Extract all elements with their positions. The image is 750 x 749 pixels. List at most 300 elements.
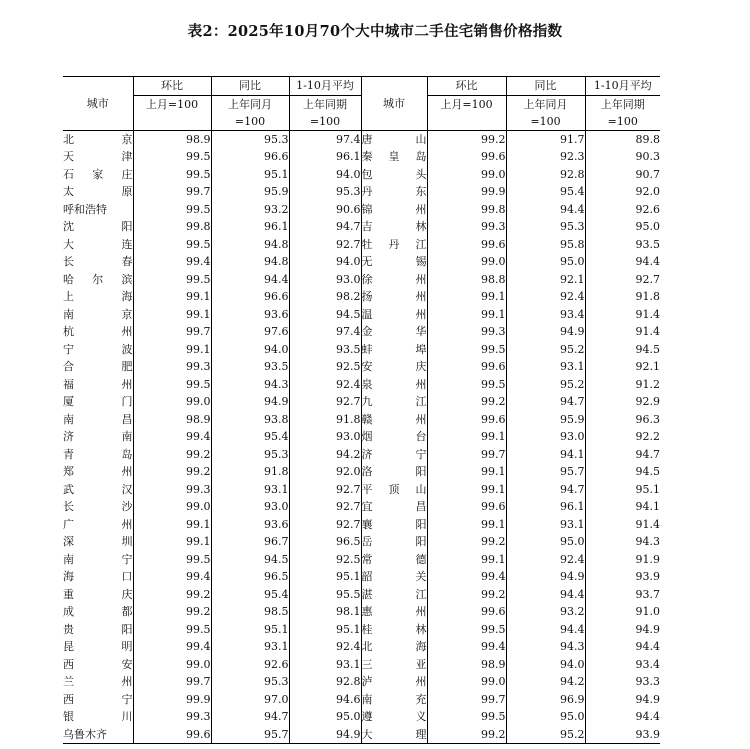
left-city-cell [63,708,133,726]
left-city-cell [63,236,133,254]
city-name: 丹 东 [361,185,427,199]
left-city-cell [63,183,133,201]
city-name: 大 理 [361,727,427,741]
left-avg-value: 92.5 [289,551,361,569]
city-name: 郑 州 [63,465,133,479]
left-mom-value: 99.2 [133,463,211,481]
left-yoy-value: 96.5 [211,568,289,586]
table-row [63,463,660,481]
left-city-cell [63,603,133,621]
right-city-cell [361,726,427,744]
right-avg-value: 91.4 [635,517,660,531]
left-avg-value: 94.6 [289,691,361,709]
right-city-cell [361,236,427,254]
right-city-cell [361,446,427,464]
table-row [63,586,660,604]
left-city-cell [63,446,133,464]
right-yoy-value: 94.3 [506,638,585,656]
left-yoy-value: 94.5 [211,551,289,569]
city-name: 杭 州 [63,325,133,339]
right-city-cell [361,341,427,359]
city-name: 深 圳 [63,535,133,549]
left-yoy-value: 95.4 [211,586,289,604]
header-yoy-left: 同比 [211,77,289,96]
right-mom-value: 99.5 [427,341,506,359]
city-name: 扬 州 [361,290,427,304]
right-avg-value: 93.9 [635,570,660,584]
city-name: 大 连 [63,237,133,251]
city-name: 唐 山 [361,132,427,146]
city-name: 济 宁 [361,447,427,461]
left-yoy-value: 94.8 [211,236,289,254]
left-avg-value: 95.5 [289,586,361,604]
table-row [63,481,660,499]
left-mom-value: 99.1 [133,516,211,534]
table-row [63,708,660,726]
right-city-cell [361,481,427,499]
table-row [63,691,660,709]
left-avg-value: 93.5 [289,341,361,359]
city-name: 安 庆 [361,360,427,374]
right-mom-value: 99.1 [427,481,506,499]
table-row [63,428,660,446]
right-avg-value: 94.4 [635,255,660,269]
city-name: 成 都 [63,605,133,619]
right-avg-value: 91.4 [635,307,660,321]
left-avg-value: 94.0 [289,253,361,271]
table-row [63,253,660,271]
yoy-base-line1: 上年同月 [228,97,272,111]
city-name: 贵 阳 [63,622,133,636]
left-yoy-value: 96.1 [211,218,289,236]
right-yoy-value: 94.1 [506,446,585,464]
left-avg-value: 95.3 [289,183,361,201]
left-yoy-value: 94.0 [211,341,289,359]
left-avg-value: 92.7 [289,498,361,516]
avg-base-line2: =100 [607,114,638,128]
left-mom-value: 99.7 [133,673,211,691]
right-mom-value: 99.8 [427,201,506,219]
right-city-cell [361,533,427,551]
city-name: 西 宁 [63,692,133,706]
left-mom-value: 99.5 [133,271,211,289]
left-city-cell [63,323,133,341]
right-yoy-value: 95.8 [506,236,585,254]
city-name: 长 春 [63,255,133,269]
right-mom-value: 99.1 [427,306,506,324]
right-yoy-value: 92.4 [506,551,585,569]
left-yoy-value: 93.1 [211,481,289,499]
right-yoy-value: 95.2 [506,341,585,359]
right-city-cell [361,148,427,166]
right-avg-value: 96.3 [635,412,660,426]
table-row [63,638,660,656]
right-yoy-value: 92.4 [506,288,585,306]
table-row [63,411,660,429]
left-city-cell [63,358,133,376]
right-city-cell [361,463,427,481]
right-city-cell [361,621,427,639]
left-city-cell [63,691,133,709]
left-avg-value: 98.1 [289,603,361,621]
right-yoy-value: 94.9 [506,323,585,341]
right-city-cell [361,603,427,621]
left-city-cell [63,656,133,674]
right-avg-value: 94.4 [635,710,660,724]
right-city-cell [361,323,427,341]
right-city-cell [361,130,427,148]
city-name: 襄 阳 [361,517,427,531]
city-name: 广 州 [63,517,133,531]
left-mom-value: 99.2 [133,446,211,464]
right-yoy-value: 93.1 [506,516,585,534]
left-avg-value: 93.1 [289,656,361,674]
city-name: 厦 门 [63,395,133,409]
right-avg-value: 92.2 [635,430,660,444]
table-row [63,603,660,621]
left-yoy-value: 91.8 [211,463,289,481]
right-avg-value: 93.9 [585,726,660,744]
table-row [63,148,660,166]
left-yoy-value: 97.0 [211,691,289,709]
yoy-base-line2: =100 [530,114,561,128]
left-yoy-value: 96.6 [211,288,289,306]
right-avg-value: 90.7 [635,167,660,181]
header-city-right: 城市 [361,77,427,131]
left-yoy-value: 96.7 [211,533,289,551]
right-city-cell [361,411,427,429]
left-mom-value: 99.1 [133,306,211,324]
right-mom-value: 99.4 [427,568,506,586]
right-yoy-value: 95.9 [506,411,585,429]
right-mom-value: 99.6 [427,411,506,429]
right-mom-value: 99.1 [427,428,506,446]
right-mom-value: 99.1 [427,516,506,534]
left-city-cell [63,568,133,586]
left-avg-value: 97.4 [289,323,361,341]
left-mom-value: 99.4 [133,253,211,271]
table-row [63,201,660,219]
left-city-cell [63,621,133,639]
left-yoy-value: 92.6 [211,656,289,674]
left-mom-value: 99.5 [133,376,211,394]
city-name: 韶 关 [361,570,427,584]
right-mom-value: 99.2 [427,533,506,551]
left-city-cell [63,376,133,394]
city-name: 惠 州 [361,605,427,619]
table-row [63,130,660,148]
left-yoy-value: 95.1 [211,166,289,184]
left-yoy-value: 95.7 [211,726,289,744]
right-avg-value: 92.1 [635,360,660,374]
table-row [63,376,660,394]
left-mom-value: 99.6 [133,726,211,744]
right-avg-value: 91.2 [635,377,660,391]
right-mom-value: 99.7 [427,691,506,709]
left-avg-value: 92.7 [289,393,361,411]
right-yoy-value: 93.0 [506,428,585,446]
right-city-cell [361,253,427,271]
right-avg-value: 93.5 [635,237,660,251]
left-avg-value: 94.0 [289,166,361,184]
left-avg-value: 94.5 [289,306,361,324]
table-row [63,498,660,516]
left-mom-value: 99.9 [133,691,211,709]
left-mom-value: 99.0 [133,498,211,516]
right-yoy-value: 91.7 [506,130,585,148]
right-yoy-value: 94.0 [506,656,585,674]
left-avg-value: 93.0 [289,428,361,446]
left-avg-value: 98.2 [289,288,361,306]
right-avg-value: 94.5 [635,465,660,479]
header-avg-left: 1-10月平均 [289,77,361,96]
yoy-base-line2: =100 [234,114,266,128]
right-yoy-value: 95.2 [506,726,585,744]
right-avg-value: 94.9 [635,622,660,636]
right-avg-value: 91.4 [635,325,660,339]
left-avg-value: 96.5 [289,533,361,551]
city-name: 包 头 [361,167,427,181]
table-row [63,166,660,184]
right-mom-value: 99.5 [427,376,506,394]
left-mom-value: 99.0 [133,656,211,674]
right-mom-value: 99.5 [427,621,506,639]
city-name: 锦 州 [361,202,427,216]
city-name: 长 沙 [63,500,133,514]
right-mom-value: 99.6 [427,236,506,254]
left-avg-value: 94.2 [289,446,361,464]
table-body [63,130,660,744]
left-yoy-value: 95.9 [211,183,289,201]
mom-base-text: 上月=100 [145,97,199,111]
right-mom-value: 99.3 [427,218,506,236]
right-avg-value: 95.0 [635,220,660,234]
left-mom-value: 99.3 [133,708,211,726]
right-avg-value: 92.6 [635,202,660,216]
right-city-cell [361,586,427,604]
left-city-cell [63,201,133,219]
right-avg-value: 94.9 [635,692,660,706]
avg-base-line1: 上年同期 [303,97,347,111]
right-city-cell [361,288,427,306]
right-avg-value: 89.8 [635,132,660,146]
left-yoy-value: 95.3 [211,673,289,691]
left-yoy-value: 94.9 [211,393,289,411]
table-row [63,183,660,201]
right-city-cell [361,306,427,324]
left-city-cell [63,393,133,411]
left-city-cell [63,130,133,148]
left-city-cell [63,533,133,551]
left-mom-value: 99.4 [133,568,211,586]
right-yoy-value: 92.3 [506,148,585,166]
left-city-cell [63,551,133,569]
left-city-cell [63,673,133,691]
left-mom-value: 99.5 [133,551,211,569]
right-yoy-value: 93.2 [506,603,585,621]
right-avg-value: 95.1 [635,482,660,496]
left-city-cell [63,726,133,744]
left-yoy-value: 94.4 [211,271,289,289]
city-name: 湛 江 [361,587,427,601]
city-name: 三 亚 [361,657,427,671]
right-city-cell [361,551,427,569]
header-avg-base-right [585,95,660,130]
right-avg-value: 90.3 [635,150,660,164]
city-name: 合 肥 [63,360,133,374]
left-avg-value: 92.4 [289,376,361,394]
left-yoy-value: 95.1 [211,621,289,639]
right-yoy-value: 94.7 [506,393,585,411]
right-yoy-value: 95.4 [506,183,585,201]
city-name: 呼和浩特 [63,202,107,216]
left-city-cell [63,341,133,359]
left-yoy-value: 98.5 [211,603,289,621]
right-avg-value: 94.4 [635,640,660,654]
right-yoy-value: 94.9 [506,568,585,586]
city-name: 宜 昌 [361,500,427,514]
left-yoy-value: 93.0 [211,498,289,516]
left-mom-value: 99.3 [133,358,211,376]
yoy-base-line1: 上年同月 [523,97,568,111]
table-row [63,393,660,411]
right-city-cell [361,568,427,586]
left-mom-value: 99.5 [133,148,211,166]
city-name: 南 宁 [63,552,133,566]
right-yoy-value: 94.4 [506,621,585,639]
left-avg-value: 95.1 [289,621,361,639]
right-mom-value: 99.5 [427,708,506,726]
left-mom-value: 99.7 [133,323,211,341]
right-yoy-value: 92.1 [506,271,585,289]
city-name: 烟 台 [361,430,427,444]
header-city-left: 城市 [63,77,133,131]
table-row [63,621,660,639]
city-name: 北 海 [361,640,427,654]
header-mom-base-right [427,95,506,130]
left-mom-value: 99.7 [133,183,211,201]
left-mom-value: 99.5 [133,236,211,254]
header-avg-base-left [289,95,361,130]
right-mom-value: 99.2 [427,130,506,148]
city-name: 南 昌 [63,412,133,426]
city-name: 南 充 [361,692,427,706]
left-avg-value: 95.1 [289,568,361,586]
left-city-cell [63,411,133,429]
table-row [63,726,660,744]
right-city-cell [361,271,427,289]
left-mom-value: 98.9 [133,130,211,148]
right-mom-value: 99.6 [427,603,506,621]
left-city-cell [63,166,133,184]
city-name: 宁 波 [63,342,133,356]
left-mom-value: 99.5 [133,166,211,184]
city-name: 赣 州 [361,412,427,426]
city-name: 太 原 [63,185,133,199]
right-mom-value: 99.6 [427,358,506,376]
city-name: 重 庆 [63,587,133,601]
left-yoy-value: 94.7 [211,708,289,726]
city-name: 哈 尔 滨 [63,272,133,286]
left-mom-value: 99.1 [133,288,211,306]
right-yoy-value: 95.3 [506,218,585,236]
left-city-cell [63,481,133,499]
right-city-cell [361,218,427,236]
left-mom-value: 99.2 [133,586,211,604]
city-name: 青 岛 [63,447,133,461]
right-avg-value: 93.3 [635,675,660,689]
city-name: 银 川 [63,710,133,724]
header-mom-right: 环比 [427,77,506,96]
mom-base-text: 上月=100 [440,97,493,111]
right-yoy-value: 96.1 [506,498,585,516]
right-city-cell [361,498,427,516]
right-yoy-value: 94.4 [506,201,585,219]
right-yoy-value: 94.7 [506,481,585,499]
city-name: 北 京 [63,132,133,146]
table-row [63,446,660,464]
right-yoy-value: 93.1 [506,358,585,376]
city-name: 福 州 [63,377,133,391]
left-avg-value: 92.5 [289,358,361,376]
left-yoy-value: 95.3 [211,130,289,148]
city-name: 南 京 [63,307,133,321]
table-row [63,271,660,289]
table-row [63,673,660,691]
right-mom-value: 99.1 [427,551,506,569]
table-row [63,533,660,551]
right-city-cell [361,673,427,691]
right-avg-value: 93.7 [635,587,660,601]
left-avg-value: 97.4 [289,130,361,148]
left-avg-value: 90.6 [289,201,361,219]
table-title: 表2：2025年10月70个大中城市二手住宅销售价格指数 [187,23,563,40]
left-mom-value: 99.2 [133,603,211,621]
right-city-cell [361,516,427,534]
left-city-cell [63,306,133,324]
left-city-cell [63,586,133,604]
left-city-cell [63,428,133,446]
left-mom-value: 99.5 [133,201,211,219]
left-city-cell [63,498,133,516]
city-name: 洛 阳 [361,465,427,479]
right-yoy-value: 94.2 [506,673,585,691]
city-name: 天 津 [63,150,133,164]
left-avg-value: 95.0 [289,708,361,726]
city-name: 海 口 [63,570,133,584]
right-mom-value: 98.9 [427,656,506,674]
city-name: 上 海 [63,290,133,304]
left-yoy-value: 94.3 [211,376,289,394]
city-name: 西 安 [63,657,133,671]
right-city-cell [361,376,427,394]
right-yoy-value: 95.0 [506,533,585,551]
left-city-cell [63,271,133,289]
city-name: 济 南 [63,430,133,444]
right-avg-value: 92.9 [635,395,660,409]
left-city-cell [63,288,133,306]
right-yoy-value: 95.2 [506,376,585,394]
left-mom-value: 99.1 [133,341,211,359]
right-mom-value: 99.1 [427,288,506,306]
left-mom-value: 99.1 [133,533,211,551]
city-name: 昆 明 [63,640,133,654]
right-avg-value: 94.1 [635,500,660,514]
city-name: 遵 义 [361,710,427,724]
left-city-cell [63,638,133,656]
left-avg-value: 96.1 [289,148,361,166]
right-city-cell [361,638,427,656]
